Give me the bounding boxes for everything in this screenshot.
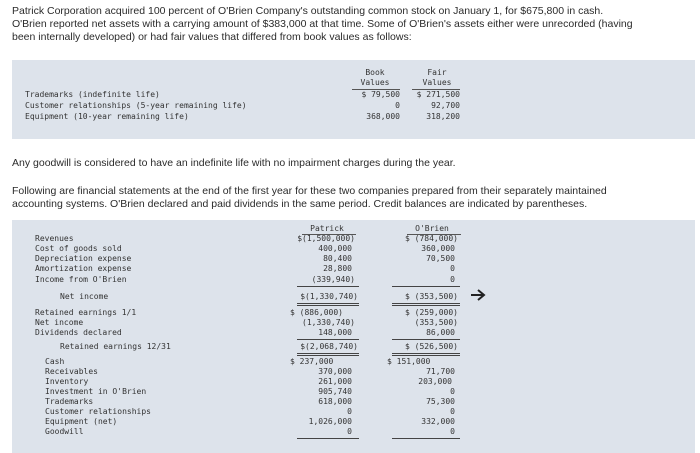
fv-row-label: Customer relationships (5-year remaining life) xyxy=(25,101,247,110)
fs-row-label: Cash xyxy=(45,357,65,366)
fv-row-label: Trademarks (indefinite life) xyxy=(25,90,160,99)
fs-intro-line-2: accounting systems. O'Brien declared and paid dividends in the same period. Credit balances are indicated by parentheses. xyxy=(12,198,588,210)
fv-row-fair: 318,200 xyxy=(426,112,460,121)
fs-row-label: Dividends declared xyxy=(35,328,122,337)
double-rule xyxy=(297,353,359,356)
fs-row-label: Cost of goods sold xyxy=(35,244,122,253)
fs-row-patrick: 905,740 xyxy=(318,387,352,396)
fs-row-label: Receivables xyxy=(45,367,98,376)
fs-row-patrick: $ (886,000) xyxy=(290,308,343,317)
fs-row-obrien: $ (259,000) xyxy=(405,308,458,317)
fs-row-obrien: 360,000 xyxy=(421,244,455,253)
fs-row-patrick: (1,330,740) xyxy=(302,318,355,327)
fs-row-obrien: $ (784,000) xyxy=(405,234,458,243)
fs-row-patrick: (339,940) xyxy=(311,275,355,284)
fs-row-obrien: 332,000 xyxy=(421,417,455,426)
fs-intro-line-1: Following are financial statements at the end of the first year for these two companies prepared from their separately maintained xyxy=(12,185,607,197)
fs-row-label: Income from O'Brien xyxy=(35,275,127,284)
rule xyxy=(392,286,460,287)
goodwill-note: Any goodwill is considered to have an indefinite life with no impairment charges during the year. xyxy=(12,157,456,169)
fs-row-obrien: 75,300 xyxy=(426,397,455,406)
fs-row-patrick: 618,000 xyxy=(318,397,352,406)
header-obrien: O'Brien xyxy=(415,224,449,233)
cursor-arrow-icon xyxy=(470,289,486,301)
fs-row-label: Depreciation expense xyxy=(35,254,132,263)
header-book-values: Values xyxy=(360,78,390,87)
intro-line-1: Patrick Corporation acquired 100 percent of O'Brien Company's outstanding common stock on January 1, for $675,800 in cash. xyxy=(12,5,604,17)
rule xyxy=(392,438,460,439)
double-rule xyxy=(392,303,460,306)
fs-row-patrick: $(1,500,000) xyxy=(297,234,355,243)
fs-row-obrien: $ (353,500) xyxy=(405,292,458,301)
rule xyxy=(297,286,359,287)
fs-row-patrick: 0 xyxy=(347,427,352,436)
fs-row-label: Inventory xyxy=(45,377,89,386)
fs-row-label: Net income xyxy=(60,292,109,301)
fs-row-obrien: 203,000 xyxy=(418,377,452,386)
fv-row-book: 368,000 xyxy=(366,112,400,121)
fs-row-patrick: 28,800 xyxy=(323,264,352,273)
financial-statements-table xyxy=(12,220,695,453)
double-rule xyxy=(392,353,460,356)
fs-row-label: Trademarks xyxy=(45,397,94,406)
fs-row-patrick: $(2,068,740) xyxy=(300,342,358,351)
fs-row-obrien: 71,700 xyxy=(426,367,455,376)
fs-row-label: Retained earnings 12/31 xyxy=(60,342,171,351)
fs-row-obrien: 0 xyxy=(450,387,455,396)
fs-row-obrien: 0 xyxy=(450,264,455,273)
fs-row-label: Goodwill xyxy=(45,427,84,436)
fs-row-label: Investment in O'Brien xyxy=(45,387,147,396)
fv-row-book: 0 xyxy=(395,101,400,110)
fs-row-patrick: 261,000 xyxy=(318,377,352,386)
fs-row-patrick: 370,000 xyxy=(318,367,352,376)
fs-row-obrien: 0 xyxy=(450,275,455,284)
fs-row-obrien: 0 xyxy=(450,407,455,416)
fs-row-patrick: 400,000 xyxy=(318,244,352,253)
fs-row-patrick: $ 237,000 xyxy=(290,357,334,366)
rule xyxy=(297,438,359,439)
fs-row-label: Revenues xyxy=(35,234,74,243)
header-fair-values: Values xyxy=(422,78,452,87)
fs-row-label: Customer relationships xyxy=(45,407,151,416)
intro-line-3: been internally developed) or had fair values that differed from book values as follows: xyxy=(12,31,412,43)
fair-value-table xyxy=(12,60,695,139)
double-rule xyxy=(297,303,359,306)
rule xyxy=(297,339,359,340)
fs-row-patrick: 80,400 xyxy=(323,254,352,263)
fv-row-book: $ 79,500 xyxy=(361,90,400,99)
fs-row-label: Net income xyxy=(35,318,84,327)
fs-row-obrien: $ 151,000 xyxy=(387,357,431,366)
fs-row-patrick: 1,026,000 xyxy=(308,417,352,426)
fs-row-label: Retained earnings 1/1 xyxy=(35,308,137,317)
header-book: Book xyxy=(365,68,385,77)
fs-row-label: Amortization expense xyxy=(35,264,132,273)
fs-row-obrien: 70,500 xyxy=(426,254,455,263)
fs-row-patrick: $(1,330,740) xyxy=(300,292,358,301)
fv-row-fair: 92,700 xyxy=(431,101,460,110)
fs-row-obrien: (353,500) xyxy=(414,318,458,327)
header-fair: Fair xyxy=(427,68,447,77)
fs-row-obrien: $ (526,500) xyxy=(405,342,458,351)
header-patrick: Patrick xyxy=(310,224,344,233)
intro-line-2: O'Brien reported net assets with a carrying amount of $383,000 at that time. Some of O'Brien's assets either were unrecorded (having xyxy=(12,18,633,30)
fv-row-label: Equipment (10-year remaining life) xyxy=(25,112,189,121)
fs-row-obrien: 0 xyxy=(450,427,455,436)
fs-row-patrick: 148,000 xyxy=(318,328,352,337)
fs-row-label: Equipment (net) xyxy=(45,417,118,426)
fs-row-patrick: 0 xyxy=(347,407,352,416)
rule xyxy=(392,339,460,340)
fs-row-obrien: 86,000 xyxy=(426,328,455,337)
fv-row-fair: $ 271,500 xyxy=(416,90,460,99)
